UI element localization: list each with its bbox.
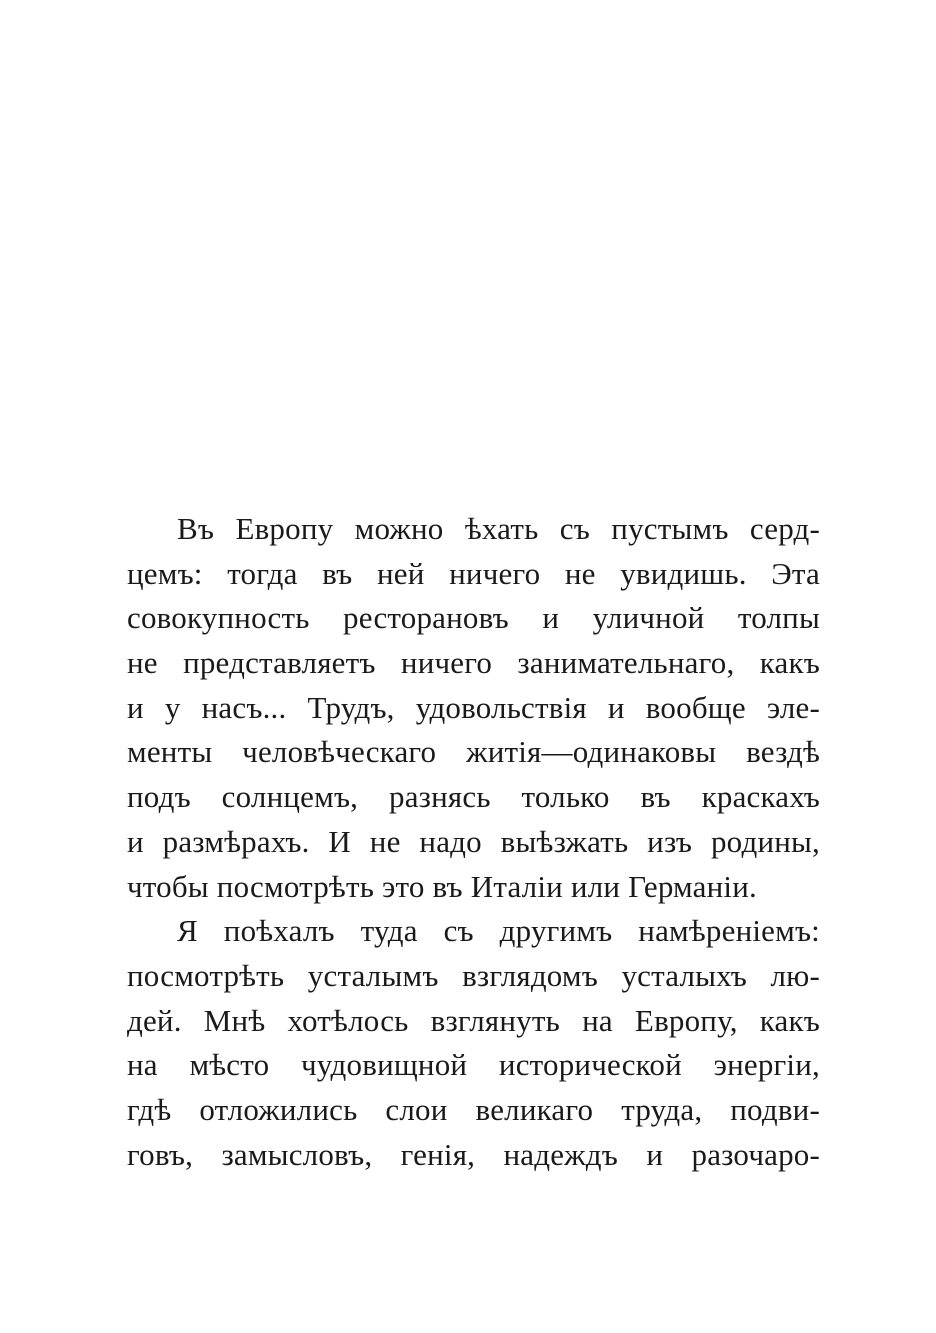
text-line: не представляетъ ничего занимательнаго, какъ bbox=[127, 645, 820, 681]
paragraph-2 bbox=[127, 909, 820, 1177]
text-line: совокупность ресторановъ и уличной толпы bbox=[127, 600, 820, 636]
text-line: подъ солнцемъ, разнясь только въ краскахъ bbox=[127, 779, 820, 815]
text-line: цемъ: тогда въ ней ничего не увидишь. Эта bbox=[127, 555, 820, 591]
text-line: Въ Европу можно ѣхать съ пустымъ серд- bbox=[177, 511, 820, 546]
text-line: говъ, замысловъ, генія, надеждъ и разочаро- bbox=[127, 1136, 820, 1172]
text-line: гдѣ отложились слои великаго труда, подви- bbox=[127, 1091, 820, 1127]
text-line: Я поѣхалъ туда съ другимъ намѣреніемъ: bbox=[177, 913, 820, 949]
text-line: и у насъ... Трудъ, удовольствія и вообще эле- bbox=[127, 689, 820, 725]
text-line: дей. Мнѣ хотѣлось взглянуть на Европу, какъ bbox=[127, 1002, 820, 1038]
body-text bbox=[127, 507, 820, 1177]
text-line: посмотрѣть усталымъ взглядомъ усталыхъ лю- bbox=[127, 957, 820, 993]
text-line: менты человѣческаго житія—одинаковы вездѣ bbox=[127, 734, 820, 770]
paragraph-1 bbox=[127, 507, 820, 909]
text-line: и размѣрахъ. И не надо выѣзжать изъ родины, bbox=[127, 823, 820, 859]
text-line: чтобы посмотрѣть это въ Италіи или Германіи. bbox=[127, 868, 757, 904]
text-line: на мѣсто чудовищной исторической энергіи, bbox=[127, 1047, 820, 1083]
